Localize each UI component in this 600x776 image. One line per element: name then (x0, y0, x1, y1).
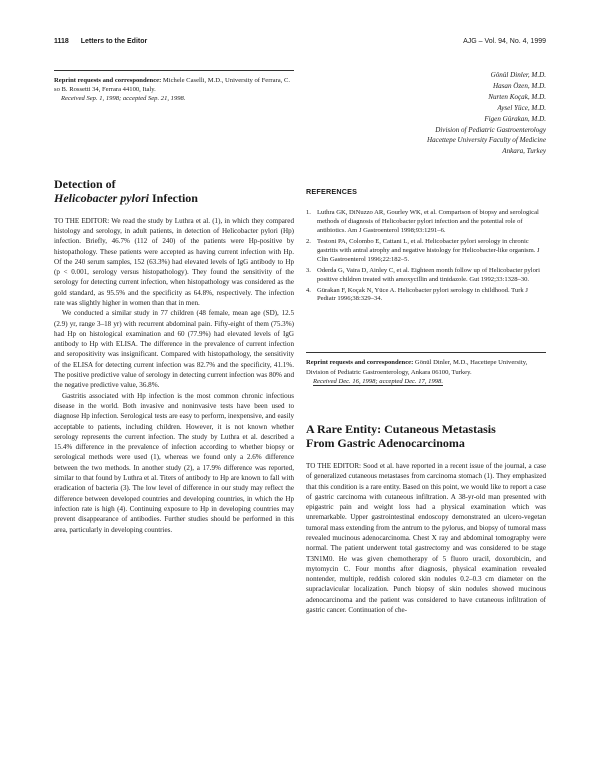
right-column (306, 70, 546, 615)
author-name: Figen Gürakan, M.D. (484, 114, 546, 123)
received-dates: Received Dec. 16, 1998; accepted Dec. 17, 1998. (313, 377, 443, 385)
article-title-line1: A Rare Entity: Cutaneous Metastasis (306, 421, 496, 436)
paragraph: Gastritis associated with Hp infection is the most common chronic infectious disease in the world. Both invasive and noninvasive tests have been used to diagnose Hp infection. Serological tests are easy to perform, inexpensive, and easily acceptable to patients, including children. However, it is not known whether serology represents the current infection. The study by Luthra et al. described a 15.4% difference in the prevalence of infection according to whether biopsy or serological methods were used (1), whereas we found only a 2.6% difference between the two methods. In another study (2), a 17.9% difference was reported, similar to that found by Luthra et al. Titers of antibody to Hp are known to fall with eradication of bacteria (3). The low level of difference in our study may reflect the difference between developed countries and developing countries, in which the Hp infection rate is high (4). Continuing exposure to Hp in developing countries may prevent disappearance of antibodies. Further studies should be performed in this area, particularly in developing countries. (54, 391, 294, 534)
correspondence-block (54, 71, 294, 104)
article-body (306, 461, 546, 615)
author-affiliation: Ankara, Turkey (502, 147, 546, 156)
article-title-rest: Infection (148, 190, 198, 205)
correspondence-label: Reprint requests and correspondence: (54, 77, 162, 84)
correspondence-text: Michele Caselli, M.D., University of Ferrara, C. so B. Rossetti 34, Ferrara 44100, Italy. (54, 77, 291, 94)
correspondence-text: Gönül Dinler, M.D., Hacettepe University, Division of Pediatric Gastroenterology, Ankara 06100, Turkey. (306, 359, 528, 376)
article-title-line1: Detection of (54, 176, 116, 191)
running-header-left (54, 38, 147, 45)
article-title-line2: From Gastric Adenocarcinoma (306, 435, 465, 450)
correspondence-label: Reprint requests and correspondence: (306, 359, 414, 367)
section-name: Letters to the Editor (80, 38, 148, 45)
article-title-italic: Helicobacter pylori (54, 190, 149, 205)
page-number: 1118 (54, 38, 69, 45)
reference-list (306, 209, 546, 304)
author-affiliation: Division of Pediatric Gastroenterology (435, 125, 546, 134)
author-list (306, 70, 546, 157)
paragraph: TO THE EDITOR: Sood et al. have reported in a recent issue of the journal, a case of generalized cutaneous metastases from carcinoma stomach (1). They emphasized that this condition is a rare entity. Based on this point, we would like to report a case of gastric carcinoma with cutaneous infiltration. A 38-yr-old man presented with epigastric pain and weight loss had a physical examination which was unremarkable. Upper gastrointestinal endoscopy demonstrated an ulcero-vegetan tumoral mass extending from the antrum to the pylorus, and biopsy of tumoral mass revealed mucinous adenocarcinoma. Chest X ray and abdominal tomography were normal. The patient underwent total gastrectomy and was considered to be stage T3N1M0. He was given chemotherapy of 5 fluoro uracil, doxorubicin, and mytomycin C. Four months after diagnosis, physical examination revealed nontender, multiple, reddish colored skin nodules 0.2–0.3 cm diameter on the supraclavicular localization. Punch biopsy of skin nodules showed mucinous adenocarcinoma and the patient was considered to have cutaneous infiltration of gastric cancer. Continuation of che- (306, 461, 546, 615)
reference-item: 4. Gürakan F, Koçak N, Yüce A. Helicobacter pylori serology in childhood. Turk J Pediatr 1996;38:329–34. (306, 286, 528, 303)
references-heading: REFERENCES (306, 187, 358, 197)
author-name: Nurten Koçak, M.D. (488, 92, 546, 101)
journal-citation: AJG – Vol. 94, No. 4, 1999 (463, 38, 546, 45)
article-title (306, 422, 546, 450)
reference-item: 3. Oderda G, Vaira D, Ainley C, et al. Eighteen month follow up of Helicobacter pylori positive children treated with amoxycillin and tinidazole. Gut 1992;33:1328–30. (306, 266, 540, 283)
paragraph: TO THE EDITOR: We read the study by Luthra et al. (1), in which they compared histology and serology, in adult patients, in detection of Helicobacter pylori (Hp) infection. Briefly, 46.7% (112 of 240) of the patients were Hp-positive by histopathology. These patients were accepted as having current infection with Hp. Of the 240 serum samples, 152 (63.3%) had elevated levels of IgG antibody to Hp (p < 0.001, serology versus histopathology). They found the sensitivity of the serology for detecting current infection, when histopathology was considered as the gold standard, as 95.5% and the specificity as 64.8%, respectively. The infection rate was slightly higher in women than that in men. (54, 216, 294, 307)
paragraph: We conducted a similar study in 77 children (48 female, mean age (SD), 12.5 (2.9) yr, range 3–18 yr) with recurrent abdominal pain. Fifty-eight of them (75.3%) had Hp on histological examination and 60 (77.9%) had elevated levels of IgG antibody to Hp with ELISA. The difference in the prevalence of current infection and seropositivity was insignificant. Compared with histopathology, the sensitivity of the ELISA for detecting current infection was 82.7% and the specificity, 41.1%. The positive predictive value of serology in detecting current infection was 80% and the negative predictive value, 36.8%. (54, 309, 294, 390)
author-affiliation: Hacettepe University Faculty of Medicine (427, 136, 546, 145)
author-name: Aysel Yüce, M.D. (497, 103, 546, 112)
received-dates: Received Sep. 1, 1998; accepted Sep. 21, 1998. (61, 95, 186, 103)
author-name: Gönül Dinler, M.D. (490, 71, 546, 79)
article-title (54, 177, 294, 205)
reference-item: 1. Luthra GK, DiNuzzo AR, Gourley WK, et al. Comparison of biopsy and serological methods of diagnosis of Helicobacter pylori infection and the potential role of antibiotics. Am J Gastroenterol 1998;93:1291–6. (306, 209, 539, 235)
correspondence-block (306, 353, 546, 386)
article-body (54, 216, 294, 535)
reference-item: 2. Testoni PA, Colombo E, Cattani L, et al. Helicobacter pylori serology in chronic gastritis with antral atrophy and negative histology for Helicobacter-like organism. J Clin Gastroenterol 1996;22:182–5. (306, 237, 540, 263)
author-name: Hasan Özen, M.D. (492, 81, 546, 90)
left-column (54, 70, 294, 535)
